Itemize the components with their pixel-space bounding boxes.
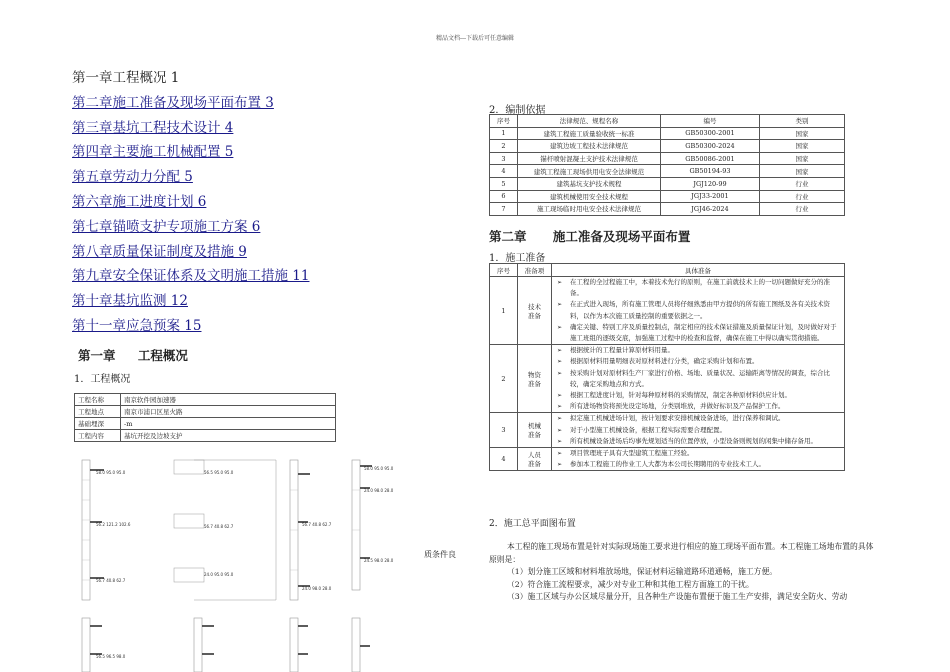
project-info-table [74, 393, 336, 442]
diagram-label: 40.8 [312, 522, 322, 527]
diagram-side-text: 质条件良 [424, 550, 456, 559]
basis-table [489, 114, 845, 216]
diagram-label: 62.7 [116, 578, 126, 583]
diagram-label: 24.0 [302, 586, 311, 591]
toc-item[interactable]: 第十一章应急预案 15 [72, 317, 202, 334]
chapter1-number: 第一章 [78, 348, 116, 363]
table-cell: 国家 [760, 152, 845, 165]
diagram-label: 28.0 [384, 558, 394, 563]
table-cell: 6 [490, 190, 518, 203]
info-value: 南京软件园加速器 [121, 394, 336, 406]
table-cell: 行业 [760, 203, 845, 216]
column-header: 准备项 [518, 264, 552, 277]
site-layout-points [507, 566, 887, 604]
list-item [554, 368, 842, 390]
row-details [552, 448, 845, 471]
table-cell: 行业 [760, 190, 845, 203]
chapter1-title: 工程概况 [137, 348, 188, 363]
detail-text: 在正式进入现场，所有施工管理人员将仔细熟悉由甲方提供的所有施工图纸及各有关技术资料，以作为本次施工质量控制的重要依据之一。 [570, 300, 830, 320]
basis-heading: 2．编制依据 [489, 105, 546, 116]
arrow-bullet-icon: ➢ [557, 323, 563, 331]
list-item [554, 299, 842, 321]
diagram-label: 40.8 [106, 578, 116, 583]
table-row [490, 203, 845, 216]
table-cell: 施工现场临时用电安全技术法律规范 [518, 203, 661, 216]
list-item [554, 459, 842, 470]
info-value: -m [121, 418, 336, 430]
column-header: 序号 [490, 264, 518, 277]
detail-text: 根据统计的工程量计算原材料用量。 [570, 346, 674, 355]
table-cell: 4 [490, 165, 518, 178]
list-item: （2）符合施工流程要求，减少对专业工种和其他工程方面施工的干扰。 [507, 579, 754, 589]
table-row [75, 418, 336, 430]
diagram-label: 58.0 [364, 466, 373, 471]
table-cell: 建筑工程施工现场供用电安全法律规范 [518, 165, 661, 178]
site-layout-subheading: 2．施工总平面图布置 [489, 519, 576, 529]
toc-item[interactable]: 第九章安全保证体系及文明施工措施 11 [72, 268, 310, 285]
list-item [554, 448, 842, 459]
arrow-bullet-icon: ➢ [557, 301, 563, 309]
detail-text: 所有进场物资将预先设定场地，分类别堆放，并做好标识及产品保护工作。 [570, 402, 785, 411]
page-header: 精品文档---下载后可任意编辑 [435, 35, 515, 42]
row-number: 3 [490, 413, 518, 448]
diagram-label: 56.5 [204, 470, 213, 475]
toc-item[interactable]: 第三章基坑工程技术设计 4 [72, 119, 234, 136]
arrow-bullet-icon: ➢ [557, 358, 563, 366]
list-item: （1）划分施工区域和材料堆放场地，保证材料运输道路环道通畅，施工方便。 [507, 567, 778, 576]
diagram-label: 96.5 [106, 654, 116, 659]
arrow-bullet-icon: ➢ [557, 392, 563, 400]
toc-item[interactable]: 第六章施工进度计划 6 [72, 193, 207, 210]
svg-text:56.2 121.2 102.6 [96, 522, 131, 527]
toc-item[interactable]: 第十章基坑监测 12 [72, 293, 188, 310]
toc-item[interactable]: 第五章劳动力分配 5 [72, 169, 193, 186]
row-details [552, 345, 845, 413]
toc-item[interactable]: 第一章工程概况 1 [72, 70, 180, 86]
detail-text: 所有机械设备进场后均事先规划适当的位置停放，小型设备则规划的闲集中储存备用。 [570, 436, 817, 445]
item-text: 技术 [528, 302, 541, 311]
diagram-label: 24.0 [364, 488, 373, 493]
table-cell: 锚杆喷射混凝土支护技术法律规范 [518, 152, 661, 165]
info-value: 南京市浦口区星火路 [121, 406, 336, 418]
detail-text: 项目管理班子具有大型建筑工程施工经验。 [570, 449, 694, 458]
table-cell: 2 [490, 140, 518, 153]
table-cell: 1 [490, 127, 518, 140]
diagram-label: 24.0 [204, 572, 213, 577]
diagram-label: 56.5 [96, 654, 105, 659]
arrow-bullet-icon: ➢ [557, 369, 563, 377]
detail-text: 确定关键、特别工序及质量控制点，制定相应的技术保证措施及质量保证计划，及时做好对于施工班组的逐级交底，加强施工过程中的检查和监督，确保在施工中得以确实贯彻措施。 [570, 322, 837, 343]
table-cell: GB50194-93 [661, 165, 760, 178]
arrow-bullet-icon: ➢ [557, 461, 563, 469]
table-header-row [490, 264, 845, 277]
table-cell: GB50300-2001 [661, 127, 760, 140]
table-cell: JGJ33-2001 [661, 190, 760, 203]
column-header: 编号 [661, 115, 760, 128]
row-details [552, 277, 845, 345]
detail-text: 参加本工程施工的作业工人大都为本公司长期聘用的专业技术工人。 [570, 460, 765, 469]
table-header-row [490, 115, 845, 128]
row-item [518, 413, 552, 448]
toc-item[interactable]: 第七章锚喷支护专项施工方案 6 [72, 218, 261, 235]
table-cell: JGJ120-99 [661, 177, 760, 190]
svg-text:24.0 95.0 95.0 [204, 572, 234, 577]
list-item [554, 425, 842, 436]
table-row [490, 345, 845, 413]
table-row [75, 394, 336, 406]
info-value: 基坑开挖及边坡支护 [121, 430, 336, 442]
svg-text:24.5 98.0 28.0 [364, 558, 394, 563]
table-cell: 建筑机械使用安全技术规程 [518, 190, 661, 203]
diagram-label: 40.8 [214, 524, 224, 529]
diagram-label: 95.0 [384, 466, 394, 471]
arrow-bullet-icon: ➢ [557, 450, 563, 458]
column-header: 具体准备 [552, 264, 845, 277]
chapter2-title: 施工准备及现场平面布置 [552, 229, 691, 244]
table-cell: 国家 [760, 127, 845, 140]
detail-text: 拟定施工机械进场计划，按计划要求安排机械设备进场，进行保养和调试。 [570, 414, 785, 423]
table-cell: JGJ46-2024 [661, 203, 760, 216]
row-number: 1 [490, 277, 518, 345]
arrow-bullet-icon: ➢ [557, 415, 563, 423]
arrow-bullet-icon: ➢ [557, 426, 563, 434]
diagram-label: 95.0 [224, 470, 234, 475]
svg-text:56.7 40.8 62.7 [96, 578, 126, 583]
arrow-bullet-icon: ➢ [557, 347, 563, 355]
list-item [554, 436, 842, 447]
item-text: 物资 [528, 370, 541, 379]
preparation-table [489, 263, 845, 471]
table-row [490, 127, 845, 140]
table-cell: 国家 [760, 165, 845, 178]
svg-text:58.0 95.0 95.0 [96, 470, 126, 475]
borehole-diagrams [74, 450, 414, 672]
diagram-label: 56.7 [96, 578, 105, 583]
table-row [75, 406, 336, 418]
detail-text: 按采购计划对原材料生产厂家进行价格、场地、质量状况、运输距离等情况的调查，综合比较，确定采购地点和方式。 [570, 368, 830, 388]
diagram-label: 95.0 [224, 572, 234, 577]
table-cell: 建筑基坑支护技术规程 [518, 177, 661, 190]
diagram-label: 56.7 [302, 522, 311, 527]
item-text: 人员 [528, 451, 541, 460]
diagram-label: 95.0 [214, 470, 224, 475]
diagram-label: 98.0 [374, 558, 384, 563]
info-label: 工程地点 [75, 406, 121, 418]
column-header: 类别 [760, 115, 845, 128]
column-header: 序号 [490, 115, 518, 128]
detail-text: 在工程的全过程施工中，本着技术先行的原则，在施工前就技术上的一切问题做好充分的准备。 [570, 278, 830, 298]
item-text: 准备 [528, 431, 541, 440]
table-cell: 5 [490, 177, 518, 190]
arrow-bullet-icon: ➢ [557, 403, 563, 411]
diagram-label: 95.0 [214, 572, 224, 577]
diagram-label: 102.6 [118, 522, 131, 527]
diagram-label: 24.5 [364, 558, 373, 563]
diagram-label: 28.0 [322, 586, 332, 591]
row-number: 2 [490, 345, 518, 413]
item-text: 准备 [528, 460, 541, 469]
diagram-label: 58.0 [96, 470, 105, 475]
list-item [554, 401, 842, 412]
table-cell: 建筑边坡工程技术法律规范 [518, 140, 661, 153]
list-item [554, 356, 842, 367]
list-item [554, 322, 842, 344]
table-row [490, 165, 845, 178]
svg-text:24.0 98.0 28.0 [302, 586, 332, 591]
table-of-contents [72, 66, 402, 339]
chapter2-heading [489, 227, 690, 245]
detail-text: 根据工程进度计划，针对每种原材料的采购情况，制定各种原材料供应计划。 [570, 391, 791, 400]
list-item [554, 277, 842, 299]
chapter1-subheading: 1．工程概况 [74, 374, 131, 385]
table-row [490, 140, 845, 153]
row-number: 4 [490, 448, 518, 471]
diagram-label: 28.0 [384, 488, 394, 493]
table-cell: 3 [490, 152, 518, 165]
column-header: 法律规范、规程名称 [518, 115, 661, 128]
site-layout-paragraph: 本工程的施工现场布置是针对实际现场施工要求进行相应的施工现场平面布置。本工程施工场地布置的具体原则是： [489, 542, 874, 564]
table-cell: 行业 [760, 177, 845, 190]
diagram-label: 98.0 [312, 586, 322, 591]
table-cell: GB50086-2001 [661, 152, 760, 165]
table-cell: 建筑工程施工质量验收统一标准 [518, 127, 661, 140]
table-row [490, 152, 845, 165]
list-item [554, 345, 842, 356]
chapter1-heading [78, 346, 188, 364]
table-row [490, 413, 845, 448]
diagram-label: 62.7 [224, 524, 234, 529]
diagram-label: 98.0 [116, 654, 126, 659]
table-cell: 国家 [760, 140, 845, 153]
table-row [75, 430, 336, 442]
toc-item[interactable]: 第二章施工准备及现场平面布置 3 [72, 94, 274, 111]
svg-text:56.7 40.8 62.7 [302, 522, 332, 527]
item-text: 准备 [528, 311, 541, 320]
svg-text:56.7 40.8 62.7 [204, 524, 234, 529]
arrow-bullet-icon: ➢ [557, 279, 563, 286]
row-item [518, 277, 552, 345]
diagram-label: 95.0 [374, 466, 384, 471]
info-label: 基础埋深 [75, 418, 121, 430]
svg-text:58.0 95.0 95.0 [364, 466, 394, 471]
toc-item[interactable]: 第四章主要施工机械配置 5 [72, 144, 234, 161]
table-row [490, 448, 845, 471]
diagram-label: 56.7 [204, 524, 213, 529]
info-label: 工程名称 [75, 394, 121, 406]
detail-text: 对于小型施工机械设备，根据工程实际需要合理配置。 [570, 425, 726, 434]
list-item [554, 390, 842, 401]
table-row [490, 177, 845, 190]
diagram-label: 121.2 [106, 522, 118, 527]
table-cell: GB50300-2024 [661, 140, 760, 153]
svg-text:56.5 96.5 98.0 [96, 654, 126, 659]
chapter2-subheading: 1．施工准备 [489, 253, 546, 264]
detail-text: 根据原材料用量明细表对原材料进行分类，确定采购计划和布置。 [570, 357, 759, 366]
table-row [490, 190, 845, 203]
item-text: 准备 [528, 379, 541, 388]
list-item [554, 413, 842, 424]
row-item [518, 345, 552, 413]
arrow-bullet-icon: ➢ [557, 437, 563, 445]
diagram-label: 98.0 [374, 488, 384, 493]
table-cell: 7 [490, 203, 518, 216]
diagram-label: 95.0 [116, 470, 126, 475]
diagram-label: 62.7 [322, 522, 332, 527]
toc-item[interactable]: 第八章质量保证制度及措施 9 [72, 243, 247, 260]
chapter2-number: 第二章 [489, 229, 527, 244]
diagram-label: 56.2 [96, 522, 105, 527]
list-item: （3）施工区域与办公区域尽量分开，且各种生产设施布置便于施工生产安排，满足安全防火、劳动 [507, 592, 848, 601]
svg-text:56.5 95.0 95.0 [204, 470, 234, 475]
item-text: 机械 [528, 422, 541, 431]
diagram-label: 95.0 [106, 470, 116, 475]
row-details [552, 413, 845, 448]
table-row [490, 277, 845, 345]
row-item [518, 448, 552, 471]
svg-text:24.0 98.0 28.0 [364, 488, 394, 493]
info-label: 工程内容 [75, 430, 121, 442]
